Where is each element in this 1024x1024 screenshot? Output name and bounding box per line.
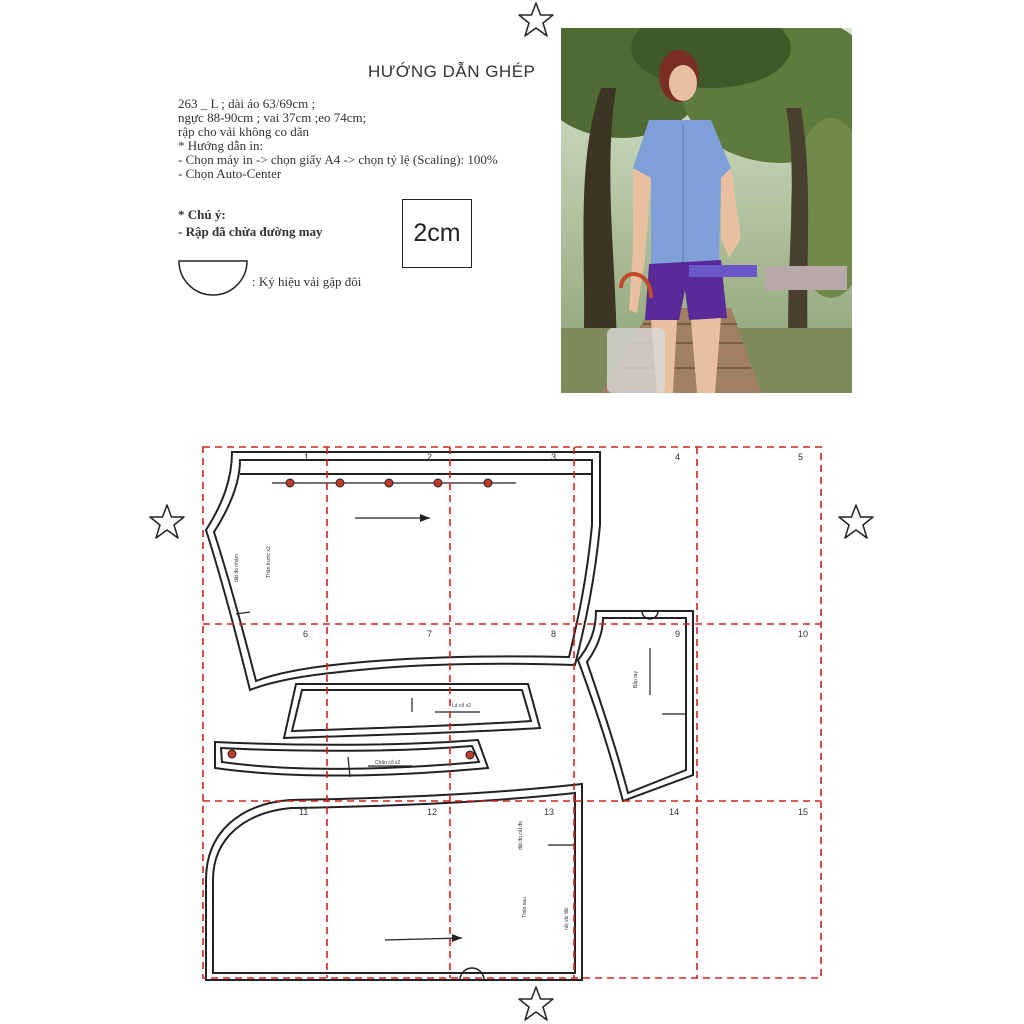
spec-line: - Chọn Auto-Center	[178, 166, 282, 181]
back-piece-label: nối vải đôi	[564, 907, 570, 930]
page-number: 13	[544, 807, 555, 817]
page-number: 8	[551, 629, 557, 639]
collar-piece-label: Lá cổ x2	[452, 703, 471, 709]
fold-symbol-label: : Ký hiệu vải gập đôi	[252, 274, 362, 289]
collar-piece	[284, 684, 540, 738]
page-number: 4	[675, 452, 681, 462]
scale-reference-box: 2cm	[402, 199, 472, 268]
button-marker	[336, 479, 344, 487]
button-marker	[385, 479, 393, 487]
page-number: 9	[675, 629, 681, 639]
page-number: 15	[798, 807, 809, 817]
spec-line: - Chọn máy in -> chọn giấy A4 -> chọn tỷ lệ (Scaling): 100%	[178, 152, 498, 167]
front-piece-label: Thân trước x2	[266, 546, 272, 578]
front-piece-label: đặt đo nhặm	[234, 554, 240, 582]
back-piece-label: Thân sau	[522, 897, 528, 918]
note-line: - Rập đã chừa đường may	[178, 224, 323, 239]
back-bodice-piece	[206, 784, 582, 980]
button-marker	[286, 479, 294, 487]
page-number: 1	[304, 452, 310, 462]
spec-line: 263 _ L ; dài áo 63/69cm ;	[178, 96, 316, 111]
button-markers	[228, 479, 492, 759]
page-number: 11	[299, 807, 309, 817]
button-marker	[484, 479, 492, 487]
button-marker	[466, 751, 474, 759]
page-title: HƯỚNG DẪN GHÉP	[368, 62, 536, 81]
page-number: 3	[551, 452, 557, 462]
page-number: 5	[798, 452, 804, 462]
sleeve-piece	[578, 611, 693, 801]
note-line: * Chú ý:	[178, 207, 226, 222]
page-number: 7	[427, 629, 433, 639]
page-number: 6	[303, 629, 309, 639]
button-marker	[434, 479, 442, 487]
collar-stand-label: Chân cổ x2	[375, 760, 401, 766]
sleeve-piece-label: Bắp tay	[633, 671, 639, 688]
spec-line: * Hướng dẫn in:	[178, 138, 264, 153]
collar-stand-piece	[215, 740, 488, 777]
button-marker	[228, 750, 236, 758]
page-number: 10	[798, 629, 809, 639]
back-piece-label: đặt đo cắt đo	[518, 821, 524, 850]
page-number: 2	[427, 452, 433, 462]
spec-line: rập cho vải không co dãn	[178, 124, 310, 139]
page-number: 14	[669, 807, 680, 817]
page-number: 12	[427, 807, 438, 817]
spec-line: ngực 88-90cm ; vai 37cm ;eo 74cm;	[178, 110, 367, 125]
